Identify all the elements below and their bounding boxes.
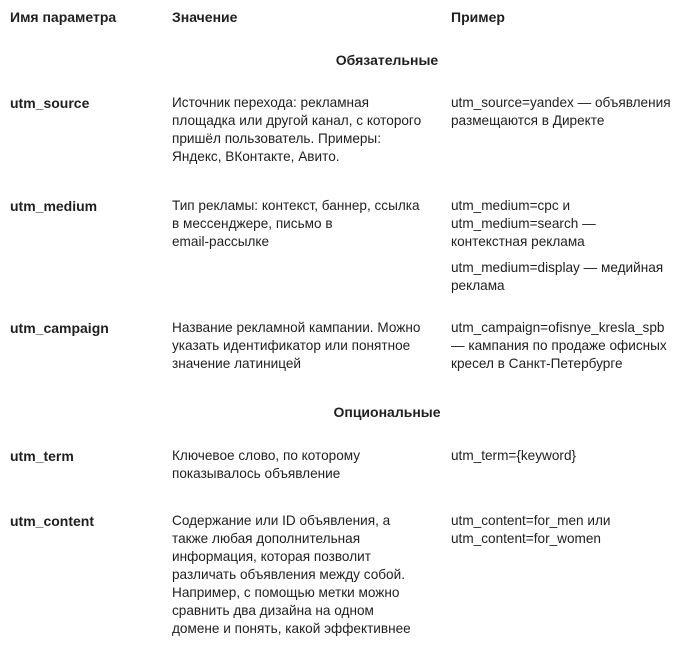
param-desc-utm-source bbox=[172, 94, 440, 166]
desc-line: Ключевое слово, по которому bbox=[172, 448, 361, 463]
desc-line: сравнить два дизайна на одном bbox=[172, 603, 374, 618]
example-line: utm_content=for_men или bbox=[451, 513, 611, 528]
desc-line: пришёл пользователь. Примеры: bbox=[172, 131, 381, 146]
example-line: кресел в Санкт-Петербурге bbox=[451, 356, 623, 371]
column-header-name: Имя параметра bbox=[10, 9, 117, 25]
param-name-utm-campaign: utm_campaign bbox=[10, 320, 109, 336]
desc-line: в мессенджере, письмо в bbox=[172, 216, 333, 231]
section-title-required: Обязательные bbox=[335, 52, 439, 68]
param-example-utm-medium-1 bbox=[451, 197, 691, 251]
desc-line: Например, с помощью метки можно bbox=[172, 585, 400, 600]
param-example-utm-campaign bbox=[451, 319, 691, 373]
param-desc-utm-content bbox=[172, 512, 440, 638]
desc-line: email-рассылке bbox=[172, 234, 270, 249]
example-line: utm_content=for_women bbox=[451, 531, 601, 546]
desc-line: площадка или другой канал, с которого bbox=[172, 113, 422, 128]
param-name-utm-source: utm_source bbox=[10, 95, 90, 111]
param-desc-utm-medium bbox=[172, 197, 440, 251]
desc-line: Яндекс, ВКонтакте, Авито. bbox=[172, 149, 340, 164]
param-example-utm-term bbox=[451, 447, 691, 465]
desc-line: Источник перехода: рекламная bbox=[172, 95, 369, 110]
param-desc-utm-campaign bbox=[172, 319, 440, 373]
example-line: реклама bbox=[451, 278, 505, 293]
example-line: utm_medium=cpc и bbox=[451, 198, 571, 213]
section-title-optional: Опциональные bbox=[333, 404, 441, 420]
desc-line: также любая дополнительная bbox=[172, 531, 361, 546]
desc-line: указать идентификатор или понятное bbox=[172, 338, 411, 353]
param-example-utm-source bbox=[451, 94, 691, 130]
param-example-utm-medium-2 bbox=[451, 259, 691, 295]
example-line: — кампания по продаже офисных bbox=[451, 338, 667, 353]
param-desc-utm-term bbox=[172, 447, 440, 483]
example-line: utm_source=yandex — объявления bbox=[451, 95, 671, 110]
desc-line: показывалось объявление bbox=[172, 466, 341, 481]
desc-line: значение латиницей bbox=[172, 356, 301, 371]
param-name-utm-medium: utm_medium bbox=[10, 198, 98, 214]
example-line: utm_medium=display — медийная bbox=[451, 260, 664, 275]
desc-line: Тип рекламы: контекст, баннер, ссылка bbox=[172, 198, 420, 213]
desc-line: Содержание или ID объявления, а bbox=[172, 513, 391, 528]
param-name-utm-term: utm_term bbox=[10, 448, 74, 464]
desc-line: домене и понять, какой эффективнее bbox=[172, 621, 411, 636]
example-line: контекстная реклама bbox=[451, 234, 585, 249]
example-line: размещаются в Директе bbox=[451, 113, 605, 128]
desc-line: различать объявления между собой. bbox=[172, 567, 405, 582]
desc-line: Название рекламной кампании. Можно bbox=[172, 320, 421, 335]
param-example-utm-content bbox=[451, 512, 691, 548]
column-header-value: Значение bbox=[172, 9, 238, 25]
param-name-utm-content: utm_content bbox=[10, 513, 94, 529]
example-line: utm_medium=search — bbox=[451, 216, 596, 231]
column-header-example: Пример bbox=[451, 9, 505, 25]
example-line: utm_campaign=ofisnye_kresla_spb bbox=[451, 320, 665, 335]
desc-line: информация, которая позволит bbox=[172, 549, 371, 564]
example-line: utm_term={keyword} bbox=[451, 448, 577, 463]
